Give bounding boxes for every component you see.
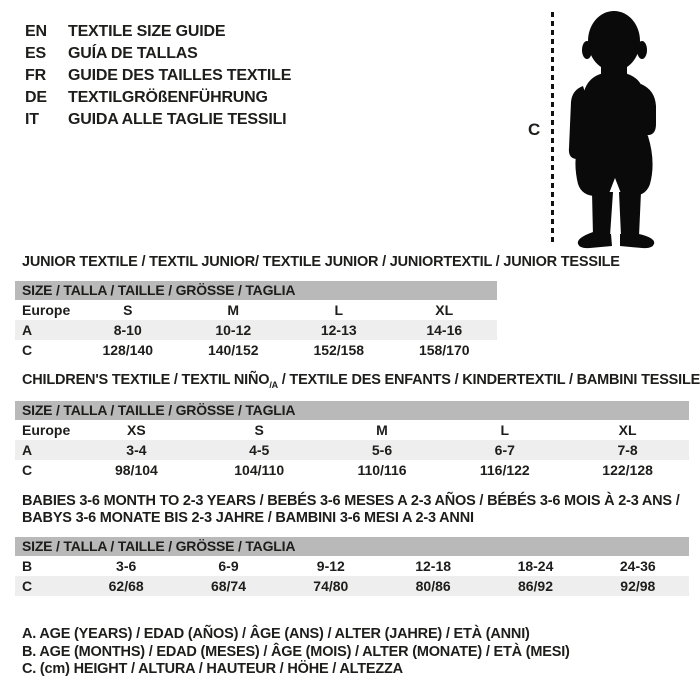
size-cell: 6-9 xyxy=(218,558,239,574)
lang-row-en xyxy=(25,21,291,43)
size-cell: 10-12 xyxy=(215,322,252,338)
lang-row-de xyxy=(25,87,291,109)
row-label: A xyxy=(22,322,33,338)
lang-title: TEXTILGRÖßENFÜHRUNG xyxy=(68,89,268,106)
row-label: Europe xyxy=(22,302,71,318)
lang-code: ES xyxy=(25,45,46,62)
lang-code: IT xyxy=(25,111,39,128)
lang-title: GUIDA ALLE TAGLIE TESSILI xyxy=(68,111,287,128)
title-part: CHILDREN'S TEXTILE / TEXTIL NIÑO xyxy=(22,372,270,388)
row-label: C xyxy=(22,578,33,594)
lang-title: GUÍA DE TALLAS xyxy=(68,45,198,62)
childrens-size-table xyxy=(15,401,689,480)
size-cell: XL xyxy=(435,302,454,318)
size-cell: 116/122 xyxy=(479,462,530,478)
lang-code: FR xyxy=(25,67,46,84)
lang-code: DE xyxy=(25,89,47,106)
size-cell: 24-36 xyxy=(619,558,656,574)
row-label: C xyxy=(22,462,33,478)
size-cell: 152/158 xyxy=(313,342,365,358)
size-cell: XL xyxy=(618,422,637,438)
size-cell: 9-12 xyxy=(316,558,345,574)
lang-code: EN xyxy=(25,23,47,40)
table-row-age xyxy=(15,320,497,340)
legend-line-c: C. (cm) HEIGHT / ALTURA / HAUTEUR / HÖHE / ALTEZZA xyxy=(22,661,403,677)
size-cell: 18-24 xyxy=(517,558,554,574)
size-cell: 3-6 xyxy=(116,558,137,574)
size-cell: 158/170 xyxy=(418,342,470,358)
size-cell: 128/140 xyxy=(102,342,154,358)
size-cell: 5-6 xyxy=(371,442,393,458)
size-cell: 92/98 xyxy=(620,578,656,594)
size-header-bar: SIZE / TALLA / TAILLE / GRÖSSE / TAGLIA xyxy=(15,537,689,556)
title-part: / TEXTILE DES ENFANTS / KINDERTEXTIL / BAMBINI TESSILE xyxy=(277,372,700,388)
size-cell: S xyxy=(123,302,133,318)
size-cell: L xyxy=(500,422,510,438)
row-label: Europe xyxy=(22,422,71,438)
table-row-age xyxy=(15,440,689,460)
row-label: A xyxy=(22,442,33,458)
size-header-bar: SIZE / TALLA / TAILLE / GRÖSSE / TAGLIA xyxy=(15,281,497,300)
table-row-height xyxy=(15,576,689,596)
size-cell: 62/68 xyxy=(108,578,144,594)
row-label: B xyxy=(22,558,33,574)
table-row-europe xyxy=(15,300,497,320)
size-cell: 14-16 xyxy=(426,322,463,338)
size-cell: 98/104 xyxy=(114,462,158,478)
table-row-europe xyxy=(15,420,689,440)
size-cell: 74/80 xyxy=(313,578,349,594)
size-cell: XS xyxy=(127,422,146,438)
row-label: C xyxy=(22,342,33,358)
language-title-list xyxy=(25,21,291,131)
babies-section-title xyxy=(22,493,680,527)
table-row-height xyxy=(15,460,689,480)
babies-title-line-1: BABIES 3-6 MONTH TO 2-3 YEARS / BEBÉS 3-6 MESES A 2-3 AÑOS / BÉBÉS 3-6 MOIS À 2-3 ANS / xyxy=(22,493,680,509)
size-cell: 80/86 xyxy=(415,578,451,594)
babies-title-line-2: BABYS 3-6 MONATE BIS 2-3 JAHRE / BAMBINI 3-6 MESI A 2-3 ANNI xyxy=(22,510,474,526)
lang-row-es xyxy=(25,43,291,65)
toddler-silhouette-icon xyxy=(556,8,670,250)
babies-size-table xyxy=(15,537,689,596)
size-cell: 122/128 xyxy=(602,462,653,478)
size-cell: S xyxy=(254,422,264,438)
size-cell: 86/92 xyxy=(517,578,553,594)
junior-size-table xyxy=(15,281,497,360)
measurement-legend xyxy=(22,626,570,679)
size-cell: 140/152 xyxy=(207,342,259,358)
height-measure-dotted-line xyxy=(551,12,554,246)
title-subscript: /A xyxy=(269,379,278,390)
lang-title: GUIDE DES TAILLES TEXTILE xyxy=(68,67,292,84)
junior-section-title: JUNIOR TEXTILE / TEXTIL JUNIOR/ TEXTILE JUNIOR / JUNIORTEXTIL / JUNIOR TESSILE xyxy=(22,254,620,270)
size-cell: 68/74 xyxy=(210,578,247,594)
size-header-bar: SIZE / TALLA / TAILLE / GRÖSSE / TAGLIA xyxy=(15,401,689,420)
legend-line-a: A. AGE (YEARS) / EDAD (AÑOS) / ÂGE (ANS) / ALTER (JAHRE) / ETÀ (ANNI) xyxy=(22,626,530,642)
size-cell: 12-18 xyxy=(415,558,452,574)
size-cell: 4-5 xyxy=(249,442,270,458)
lang-row-it xyxy=(25,109,291,131)
lang-row-fr xyxy=(25,65,291,87)
size-cell: 104/110 xyxy=(234,462,285,478)
lang-title: TEXTILE SIZE GUIDE xyxy=(68,23,226,40)
size-cell: 12-13 xyxy=(320,322,357,338)
size-cell: M xyxy=(376,422,388,438)
size-cell: M xyxy=(227,302,240,318)
size-cell: 110/116 xyxy=(357,462,407,478)
size-cell: L xyxy=(334,302,344,318)
height-measure-label: C xyxy=(528,120,541,139)
size-cell: 8-10 xyxy=(113,322,142,338)
size-cell: 6-7 xyxy=(494,442,515,458)
childrens-section-title xyxy=(22,372,700,390)
size-cell: 7-8 xyxy=(617,442,638,458)
legend-line-b: B. AGE (MONTHS) / EDAD (MESES) / ÂGE (MOIS) / ALTER (MONATE) / ETÀ (MESI) xyxy=(22,643,570,660)
table-row-age-months xyxy=(15,556,689,576)
table-row-height xyxy=(15,340,497,360)
size-cell: 3-4 xyxy=(126,442,147,458)
